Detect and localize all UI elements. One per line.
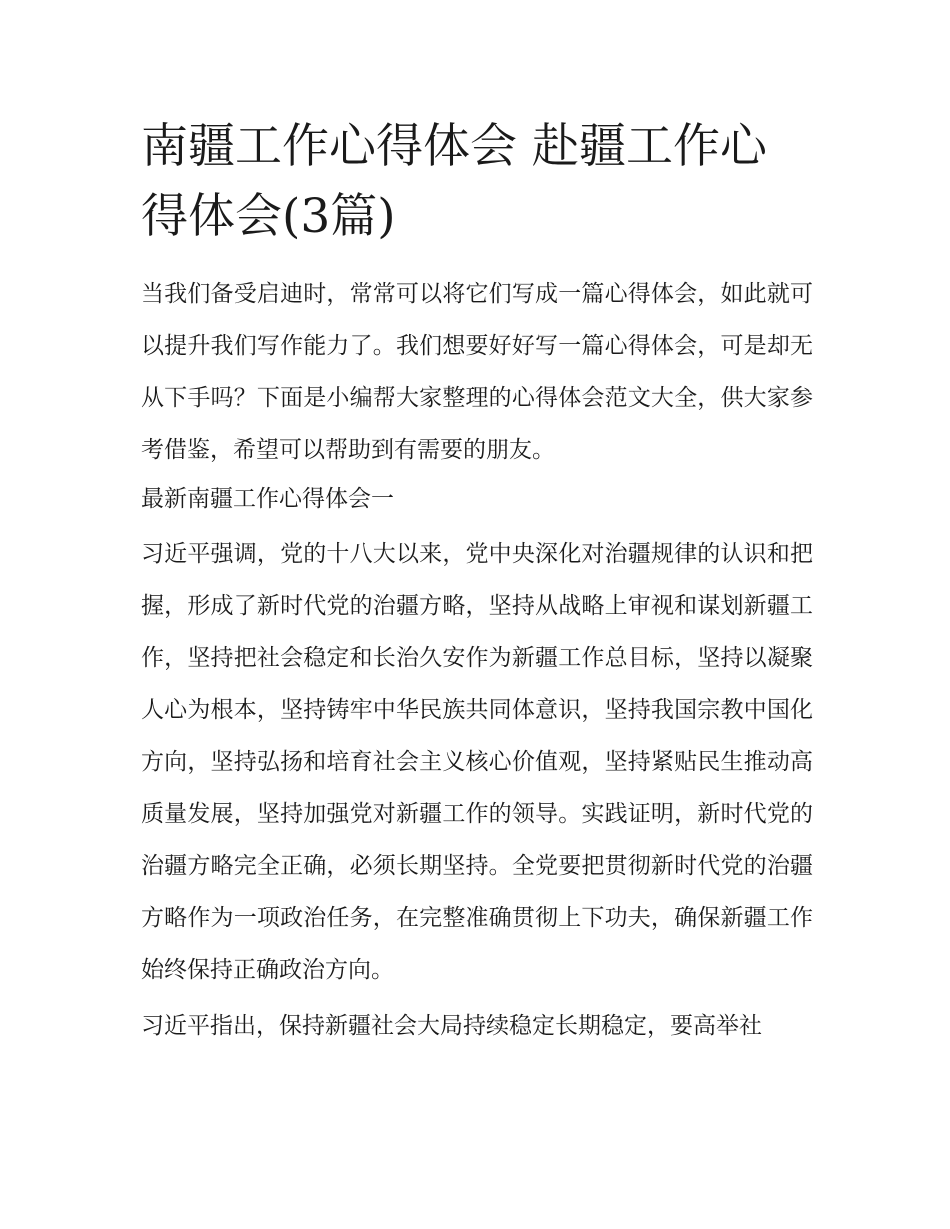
document-title: 南疆工作心得体会 赴疆工作心得体会(3篇) xyxy=(141,119,767,244)
intro-paragraph: 当我们备受启迪时，常常可以将它们写成一篇心得体会，如此就可以提升我们写作能力了。我们想要好好写一篇心得体会，可是却无从下手吗？下面是小编帮大家整理的心得体会范文大全，供大家参考借鉴，希望可以帮助到有需要的朋友。 xyxy=(141,281,813,463)
body-paragraph-2: 习近平指出，保持新疆社会大局持续稳定长期稳定，要高举社 xyxy=(141,1013,762,1039)
body-paragraph-1: 习近平强调，党的十八大以来，党中央深化对治疆规律的认识和把握，形成了新时代党的治疆方略，坚持从战略上审视和谋划新疆工作，坚持把社会稳定和长治久安作为新疆工作总目标，坚持以凝聚人心为根本，坚持铸牢中华民族共同体意识，坚持我国宗教中国化方向，坚持弘扬和培育社会主义核心价值观，坚持紧贴民生推动高质量发展，坚持加强党对新疆工作的领导。实践证明，新时代党的治疆方略完全正确，必须长期坚持。全党要把贯彻新时代党的治疆方略作为一项政治任务，在完整准确贯彻上下功夫，确保新疆工作始终保持正确政治方向。 xyxy=(141,541,813,983)
document-page xyxy=(141,112,813,1052)
section-heading: 最新南疆工作心得体会一 xyxy=(141,486,394,512)
